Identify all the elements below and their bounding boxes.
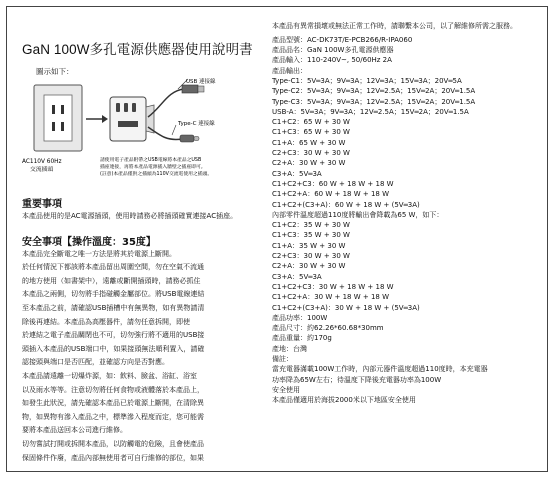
safety-line: 以及雨水等等。注意切勿將任何食物或液體落於本產品上， [22,385,204,394]
safety-line: 要將本產品送回本公司進行維修。 [22,426,127,435]
spec-line: Type-C1：5V═3A；9V═3A；12V═3A；15V═3A；20V═5A [272,76,462,85]
safety-heading: 安全事項【操作溫度：35度】 [22,236,156,248]
spec-line: C3+A：5V═3A [272,272,322,281]
left-column [22,20,258,465]
spec-line: C1+C2+C3：30 W + 18 W + 18 W [272,282,394,291]
spec-line: C1+C3：35 W + 30 W [272,231,350,240]
important-heading: 重要事項 [22,199,62,210]
ac-label: AC110V 60Hz [22,159,62,165]
usb-label: USB 連接線 [186,79,216,85]
spec-list [272,35,546,406]
spec-line: C1+C2+A：60 W + 18 W + 18 W [272,190,389,199]
charger-diagram [22,77,258,189]
safety-line: 本產品之兩側，切勿將手指碰觸金屬部位。將USB電線連結 [22,290,205,299]
safety-text [22,248,258,466]
important-text: 本產品使用的是AC電源插頭，使用時請務必將插頭確實連接AC插座。 [22,212,238,220]
safety-line: 物，如異物有滲入產品之中，標準滲入程度而定，您可能需 [22,412,204,421]
spec-line: 安全使用 [272,385,300,394]
safety-line: 本產品完全斷電之唯一方法是將其於電源上斷開。 [22,249,176,258]
safety-line: 如發生此狀況，請先確認本產品已於電源上斷開，在清除異 [22,399,204,408]
safety-line: 除後再連結。本產品為高壓器件，請勿任意拆開，即使 [22,317,190,326]
safety-line: 切勿嘗試打開或拆開本產品，以防觸電的危險，且會使產品 [22,439,204,448]
typec-label: Type-C 連接線 [178,121,215,127]
spec-line: 產品品名：GaN 100W多孔電源供應器 [272,46,394,55]
spec-line: 當充電器滿載100W工作時，內部元器件溫度超過110度時，本充電器 [272,365,488,374]
ac-plug-label: 交流插頭 [30,167,54,173]
usb-cable-icon [148,85,204,117]
spec-line: Type-C3：5V═3A；9V═3A；12V═2.5A；15V═2A；20V═1.5A [272,97,476,106]
spec-line: C1+C2：65 W + 30 W [272,118,350,127]
safety-line: 本產品請遠離一切爆炸源，如：飲料、臉盆、浴缸、浴室 [22,371,197,380]
spec-line: 產品重量：約170g [272,334,332,343]
spec-line: C3+A：5V═3A [272,169,322,178]
repair-intro: 本產品有異常損壞或無法正常工作時，請聯繫本公司，以了解維修所需之服務。 [272,22,517,30]
diagram-note-2: 插座連接，再將本產品電源插入牆壁之插座即可。 [100,165,206,170]
spec-line: 內部零件溫度超過110度將輸出會降載為65 W，如下： [272,210,444,219]
spec-line: C1+C2+C3：60 W + 18 W + 18 W [272,179,394,188]
charger-illustration [22,77,258,189]
spec-line: 功率降為65W左右；待溫度下降後充電器功率為100W [272,375,442,384]
safety-line: 於連結之電子產品關閉也不可，切勿強行將不適用的USB接 [22,331,205,340]
spec-line: 備註： [272,355,293,363]
spec-line: C2+C3：30 W + 30 W [272,149,350,158]
spec-line: C1+A：65 W + 30 W [272,138,346,147]
spec-line: 產品型號：AC-DK73T/E-PCB266/R-IPA060 [272,35,413,44]
right-column [272,20,546,405]
spec-line: C2+C3：30 W + 30 W [272,252,350,261]
safety-line: 頭插入本產品的USB端口中，如果接頭無法順利置入，請確 [22,344,205,353]
spec-line: USB-A：5V═3A；9V═3A；12V═2.5A；15V═2A；20V═1.5A [272,107,469,116]
spec-line: C1+A：35 W + 30 W [272,241,346,250]
spec-line: C1+C2：35 W + 30 W [272,221,350,230]
diagram-note-3: (註意)本產品僅供之插頭為110V交流電使用之插頭。 [100,172,213,177]
spec-line: 本產品僅適用於海拔2000米以下地區安全使用 [272,396,416,405]
spec-line: 產品輸出： [272,66,307,75]
type-c-cable-icon [148,127,199,142]
spec-line: C1+C2+(C3+A)：30 W + 18 W + (5V═3A) [272,303,420,312]
diagram-note-1: 請使用電子產品附帶之USB電線將本產品之USB [100,158,202,163]
spec-line: C1+C2+A：30 W + 18 W + 18 W [272,293,389,302]
spec-line: C1+C2+(C3+A)：60 W + 18 W + (5V═3A) [272,200,420,209]
safety-line: 保固條件作廢，產品內部無使用者可自行維修的部位，如果 [22,453,204,462]
safety-line: 於任何情況下都該將本產品留出周圍空間，勿在空氣不流通 [22,263,204,272]
safety-line: 至本產品之前，請確認USB插槽中有無異物，如有異物請清 [22,303,205,312]
spec-line: 產品輸入：110-240V~, 50/60Hz 2A [272,56,392,65]
spec-line: C1+C3：65 W + 30 W [272,128,350,137]
page-title: GaN 100W多孔電源供應器使用說明書 [22,42,253,57]
spec-line: 產品尺寸：約62.26*60.68*30mm [272,324,384,333]
charger-icon [110,97,154,141]
spec-line: C2+A：30 W + 30 W [272,159,346,168]
safety-line: 的地方使用（如書架中），遠離或斷開插頭時，請務必抓住 [22,276,201,285]
spec-line: C2+A：30 W + 30 W [272,262,346,271]
wall-outlet-icon [34,85,82,151]
diagram-label: 圖示如下： [36,67,74,76]
safety-line: 認接頭與端口是否匹配，並確認方向是否對應。 [22,358,169,367]
spec-line: 產品功率：100W [272,313,328,322]
spec-line: 產地：台灣 [272,344,307,353]
spec-line: Type-C2：5V═3A；9V═3A；12V═2.5A；15V═2A；20V═1.5A [272,87,476,96]
